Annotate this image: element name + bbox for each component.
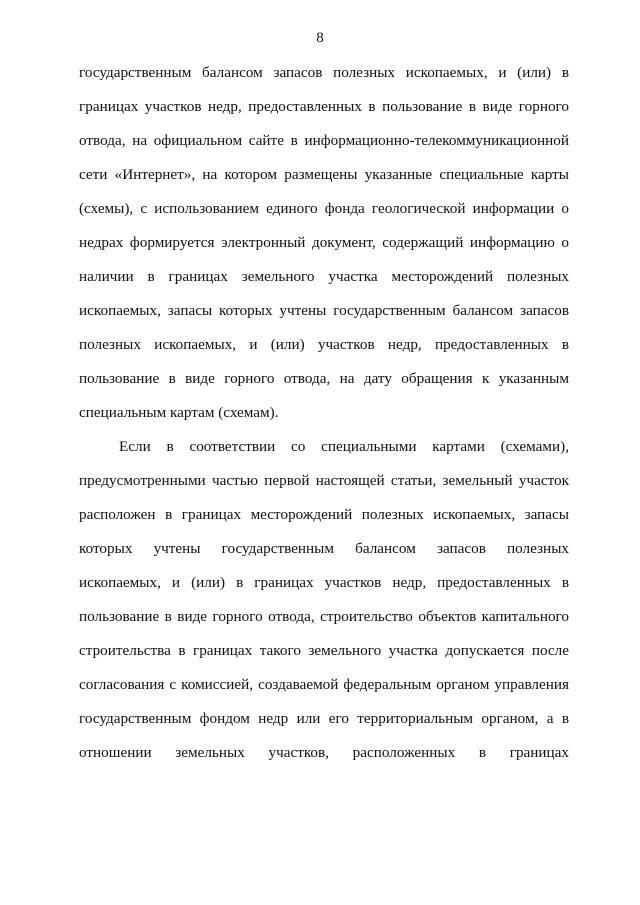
text-line: строительства в границах такого земельного участка допускается после <box>79 642 569 659</box>
paragraph-1 <box>79 56 569 430</box>
text-line: Если в соответствии со специальными картами (схемами), <box>119 438 569 455</box>
text-line: отвода, на официальном сайте в информационно-телекоммуникационной <box>79 132 569 149</box>
document-body <box>79 56 569 770</box>
text-line: предусмотренными частью первой настоящей статьи, земельный участок <box>79 472 569 489</box>
text-line: согласования с комиссией, создаваемой федеральным органом управления <box>79 676 569 693</box>
text-line: наличии в границах земельного участка месторождений полезных <box>79 268 569 285</box>
text-line: государственным балансом запасов полезных ископаемых, и (или) в <box>79 64 569 81</box>
text-line: границах участков недр, предоставленных в пользование в виде горного <box>79 98 569 115</box>
text-line: которых учтены государственным балансом запасов полезных <box>79 540 569 557</box>
page-number: 8 <box>316 30 324 46</box>
paragraph-2 <box>79 430 569 770</box>
text-line: расположен в границах месторождений полезных ископаемых, запасы <box>79 506 569 523</box>
text-line: сети «Интернет», на котором размещены указанные специальные карты <box>79 166 569 183</box>
text-line: пользование в виде горного отвода, строительство объектов капитального <box>79 608 569 625</box>
text-line: ископаемых, запасы которых учтены государственным балансом запасов <box>79 302 569 319</box>
text-line: ископаемых, и (или) в границах участков недр, предоставленных в <box>79 574 569 591</box>
text-line: пользование в виде горного отвода, на дату обращения к указанным <box>79 370 569 387</box>
text-line: полезных ископаемых, и (или) участков недр, предоставленных в <box>79 336 569 353</box>
text-line: государственным фондом недр или его территориальным органом, а в <box>79 710 569 727</box>
text-line: специальным картам (схемам). <box>79 404 279 421</box>
text-line: недрах формируется электронный документ, содержащий информацию о <box>79 234 569 251</box>
text-line: (схемы), с использованием единого фонда геологической информации о <box>79 200 569 217</box>
text-line: отношении земельных участков, расположенных в границах <box>79 744 569 761</box>
